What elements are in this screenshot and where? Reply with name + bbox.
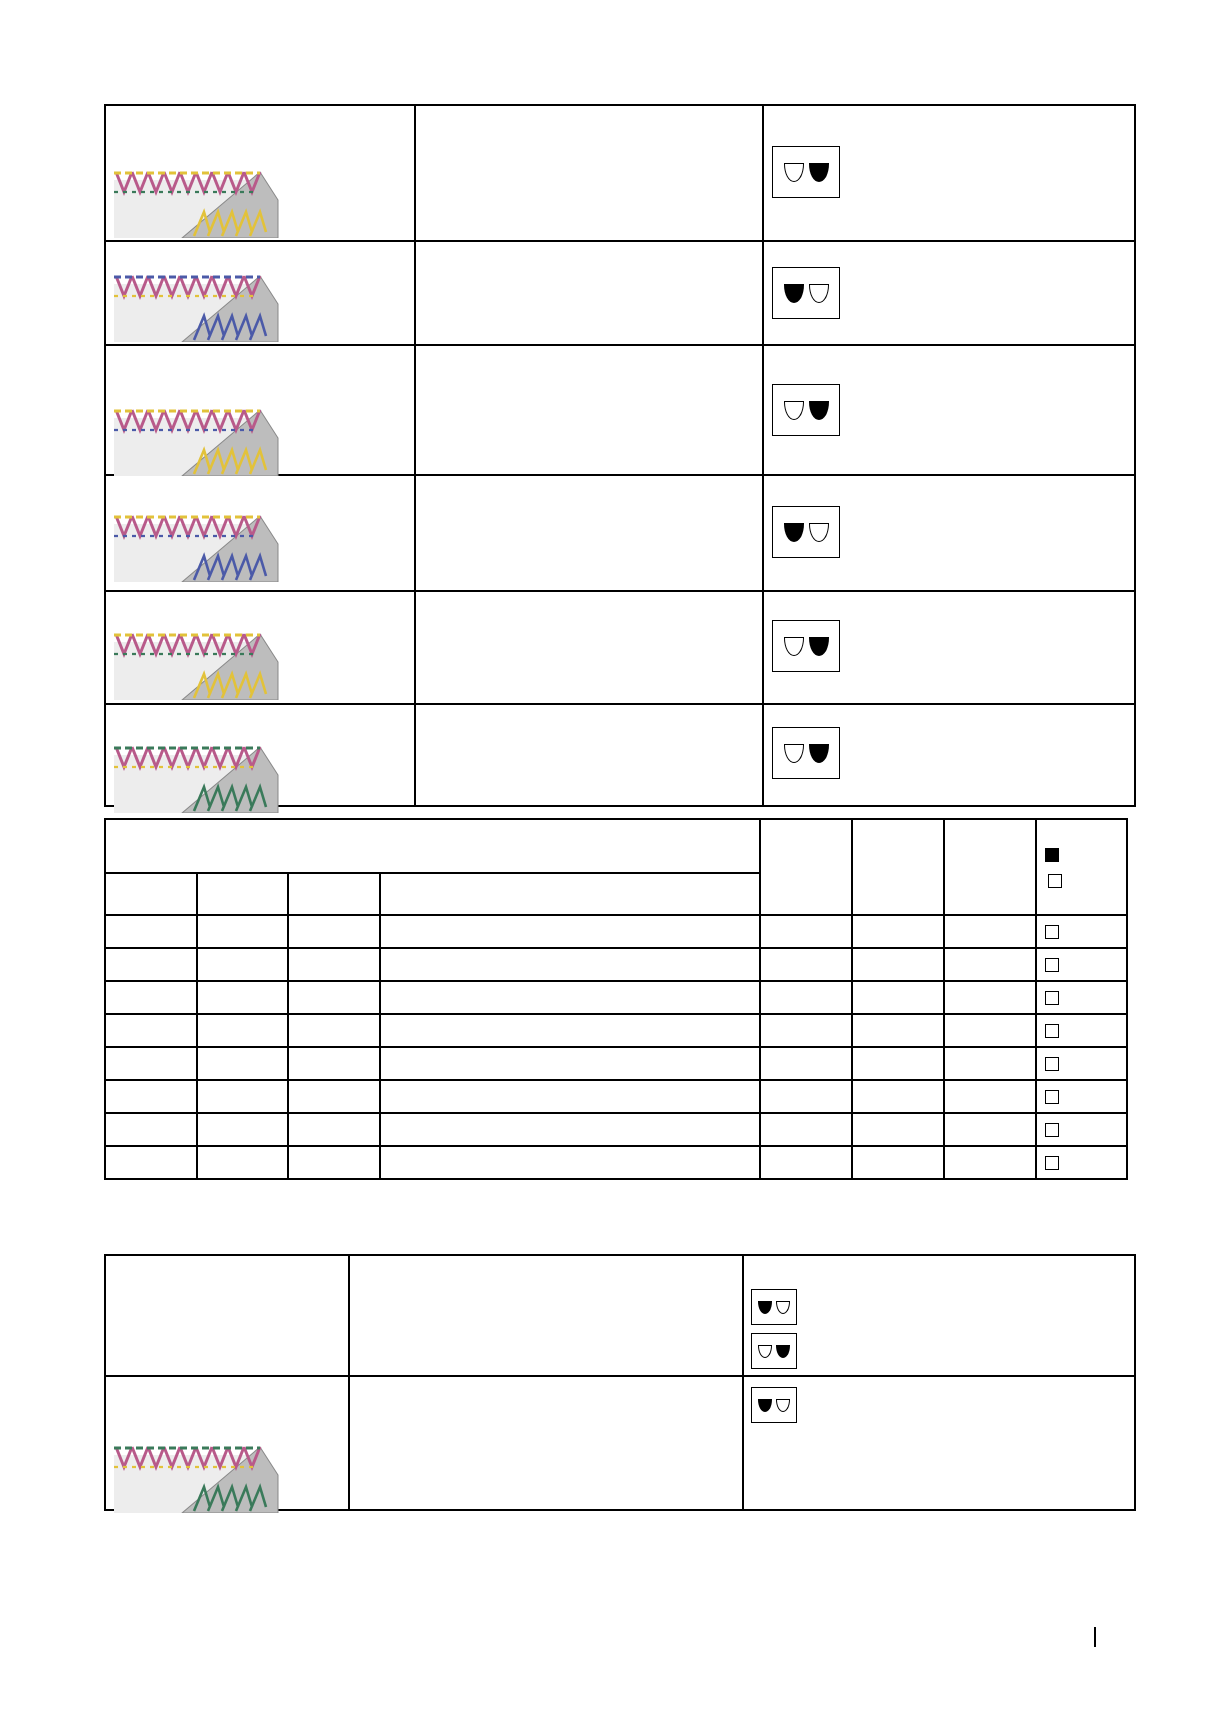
settings-cell — [760, 981, 852, 1014]
settings-cell — [852, 1047, 944, 1080]
toggle-half-filled — [809, 637, 829, 656]
settings-cell — [197, 1080, 288, 1113]
settings-cell — [944, 1146, 1036, 1179]
settings-cell — [852, 1146, 944, 1179]
needle-toggle-icon — [772, 727, 840, 779]
bottom-row — [105, 1376, 1135, 1510]
settings-cell — [380, 1146, 760, 1179]
stitch-image-cell — [105, 241, 415, 345]
toggle-half-filled — [809, 163, 829, 182]
row-checkbox[interactable] — [1045, 1090, 1059, 1104]
settings-cell — [105, 948, 197, 981]
header-cell — [852, 819, 944, 915]
checkbox-cell — [1036, 948, 1127, 981]
settings-cell — [197, 948, 288, 981]
toggle-cell — [743, 1255, 1135, 1376]
overlock-stitch-icon — [112, 1437, 282, 1518]
settings-cell — [288, 981, 380, 1014]
row-checkbox[interactable] — [1045, 1057, 1059, 1071]
settings-cell — [197, 1014, 288, 1047]
settings-cell — [760, 948, 852, 981]
toggle-half-empty — [784, 744, 804, 763]
description-cell — [415, 241, 763, 345]
toggle-half-empty — [809, 284, 829, 303]
settings-cell — [105, 1014, 197, 1047]
toggle-half-empty — [784, 401, 804, 420]
overlock-stitch-icon — [112, 162, 282, 243]
needle-toggle-icon — [772, 146, 840, 198]
header-cell — [197, 873, 288, 915]
overlock-stitch-icon — [112, 624, 282, 705]
needle-toggle-icon — [772, 267, 840, 319]
settings-cell — [380, 1047, 760, 1080]
stitch-row — [105, 704, 1135, 806]
toggle-half-filled — [809, 401, 829, 420]
row-checkbox[interactable] — [1045, 991, 1059, 1005]
overlock-stitch-icon — [112, 266, 282, 347]
settings-cell — [760, 1047, 852, 1080]
checkbox-cell — [1036, 981, 1127, 1014]
toggle-cell — [743, 1376, 1135, 1510]
stitch-row — [105, 105, 1135, 241]
settings-cell — [105, 1113, 197, 1146]
settings-cell — [105, 1146, 197, 1179]
settings-cell — [288, 1146, 380, 1179]
settings-cell — [197, 1113, 288, 1146]
settings-row — [105, 948, 1127, 981]
toggle-half-filled — [784, 284, 804, 303]
description-cell — [415, 591, 763, 704]
settings-cell — [944, 1014, 1036, 1047]
row-checkbox[interactable] — [1045, 1156, 1059, 1170]
settings-cell — [105, 981, 197, 1014]
toggle-half-filled — [809, 744, 829, 763]
header-cell — [944, 819, 1036, 915]
overlock-stitch-icon — [112, 737, 282, 818]
needle-toggle-icon — [751, 1289, 797, 1325]
settings-cell — [852, 981, 944, 1014]
checkbox-cell — [1036, 1113, 1127, 1146]
settings-cell — [380, 1113, 760, 1146]
settings-cell — [288, 915, 380, 948]
stitch-image-cell — [105, 105, 415, 241]
settings-cell — [380, 948, 760, 981]
header-cell — [380, 873, 760, 915]
settings-header-row — [105, 819, 1127, 873]
settings-cell — [944, 1080, 1036, 1113]
stitch-image-cell — [105, 1255, 349, 1376]
checkbox-cell — [1036, 1146, 1127, 1179]
legend-checkbox-empty — [1048, 874, 1062, 888]
settings-cell — [380, 1080, 760, 1113]
stitch-row — [105, 475, 1135, 591]
needle-toggle-icon — [772, 620, 840, 672]
stitch-image-cell — [105, 475, 415, 591]
settings-cell — [380, 981, 760, 1014]
header-cell — [105, 819, 760, 873]
needle-toggle-icon — [772, 506, 840, 558]
settings-cell — [852, 948, 944, 981]
checkbox-cell — [1036, 1080, 1127, 1113]
settings-cell — [288, 1113, 380, 1146]
settings-cell — [197, 981, 288, 1014]
needle-toggle-icon — [751, 1387, 797, 1423]
settings-row — [105, 1080, 1127, 1113]
toggle-half-empty — [784, 163, 804, 182]
settings-cell — [197, 915, 288, 948]
header-cell — [105, 873, 197, 915]
toggle-half-filled — [758, 1399, 772, 1412]
settings-table — [104, 818, 1128, 1180]
settings-cell — [944, 1113, 1036, 1146]
settings-cell — [852, 1014, 944, 1047]
toggle-half-filled — [784, 523, 804, 542]
description-cell — [415, 105, 763, 241]
overlock-stitch-icon — [112, 506, 282, 587]
settings-cell — [288, 1047, 380, 1080]
stitch-image-cell — [105, 345, 415, 475]
settings-cell — [944, 948, 1036, 981]
stitch-row — [105, 345, 1135, 475]
header-cell — [288, 873, 380, 915]
settings-cell — [852, 915, 944, 948]
toggle-half-filled — [758, 1301, 772, 1314]
description-cell — [415, 475, 763, 591]
toggle-half-empty — [776, 1301, 790, 1314]
settings-cell — [760, 915, 852, 948]
header-cell — [760, 819, 852, 915]
settings-cell — [760, 1113, 852, 1146]
settings-cell — [760, 1146, 852, 1179]
settings-row — [105, 1047, 1127, 1080]
settings-cell — [288, 948, 380, 981]
description-cell — [349, 1255, 743, 1376]
row-checkbox[interactable] — [1045, 925, 1059, 939]
settings-cell — [852, 1113, 944, 1146]
row-checkbox[interactable] — [1045, 1123, 1059, 1137]
checkbox-cell — [1036, 1047, 1127, 1080]
toggle-cell — [763, 591, 1135, 704]
bottom-row — [105, 1255, 1135, 1376]
toggle-half-empty — [784, 637, 804, 656]
settings-cell — [760, 1014, 852, 1047]
legend-cell — [1036, 819, 1127, 915]
toggle-cell — [763, 345, 1135, 475]
toggle-half-empty — [809, 523, 829, 542]
toggle-cell — [763, 475, 1135, 591]
toggle-cell — [763, 704, 1135, 806]
settings-cell — [944, 915, 1036, 948]
description-cell — [415, 704, 763, 806]
row-checkbox[interactable] — [1045, 958, 1059, 972]
stitch-row — [105, 241, 1135, 345]
settings-cell — [105, 1047, 197, 1080]
overlock-stitch-icon — [112, 400, 282, 481]
row-checkbox[interactable] — [1045, 1024, 1059, 1038]
stitch-image-cell — [105, 704, 415, 806]
settings-cell — [105, 915, 197, 948]
settings-cell — [380, 1014, 760, 1047]
description-cell — [349, 1376, 743, 1510]
settings-cell — [197, 1047, 288, 1080]
toggle-half-filled — [776, 1345, 790, 1358]
settings-cell — [288, 1014, 380, 1047]
settings-cell — [944, 981, 1036, 1014]
settings-row — [105, 1146, 1127, 1179]
stitch-table — [104, 104, 1136, 807]
settings-cell — [944, 1047, 1036, 1080]
toggle-half-empty — [776, 1399, 790, 1412]
settings-cell — [288, 1080, 380, 1113]
toggle-cell — [763, 241, 1135, 345]
settings-cell — [852, 1080, 944, 1113]
settings-row — [105, 1113, 1127, 1146]
legend-checkbox-filled — [1045, 848, 1059, 862]
needle-toggle-icon — [751, 1333, 797, 1369]
checkbox-cell — [1036, 1014, 1127, 1047]
toggle-cell — [763, 105, 1135, 241]
bottom-table — [104, 1254, 1136, 1511]
settings-row — [105, 981, 1127, 1014]
settings-cell — [105, 1080, 197, 1113]
settings-row — [105, 1014, 1127, 1047]
checkbox-cell — [1036, 915, 1127, 948]
page-marker — [1094, 1627, 1096, 1647]
settings-cell — [197, 1146, 288, 1179]
settings-cell — [760, 1080, 852, 1113]
stitch-image-cell — [105, 591, 415, 704]
stitch-image-cell — [105, 1376, 349, 1510]
toggle-half-empty — [758, 1345, 772, 1358]
description-cell — [415, 345, 763, 475]
stitch-row — [105, 591, 1135, 704]
settings-cell — [380, 915, 760, 948]
needle-toggle-icon — [772, 384, 840, 436]
settings-row — [105, 915, 1127, 948]
